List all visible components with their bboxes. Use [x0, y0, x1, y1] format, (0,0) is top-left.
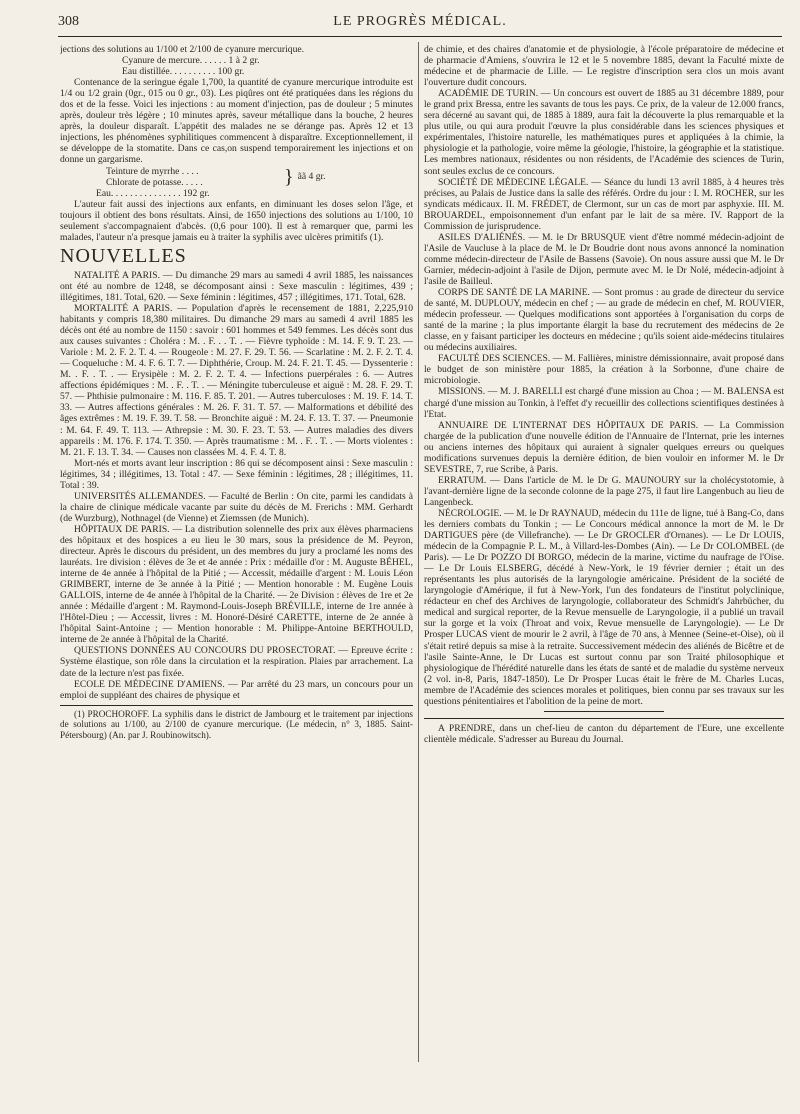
news-item: ASILES D'ALIÉNÉS. — M. le Dr BRUSQUE vient d'être nommé médecin-adjoint de l'Asile de Vaucluse à la place de M. le Dr Boudrie dont nous avons annoncé la nomination comme médecin-directeur de l'Asile de Bassens (Savoie). On nous assure aussi que M. le Dr Garnier, médecin-adjoint à l'asile de Dijon, permute avec M. le Dr Nolé, médecin-adjoint à l'asile de Bailleul. — [424, 231, 784, 287]
separator-rule — [544, 711, 664, 712]
prescription-item: Eau. . . . . . . . . . . . . . . 192 gr. — [96, 187, 210, 199]
column-divider — [418, 42, 419, 1062]
ad-text: A PRENDRE, dans un chef-lieu de canton du département de l'Eure, une excellente clientèle médicale. S'adresser au Bureau du Journal. — [424, 722, 784, 745]
news-item: FACULTÉ DES SCIENCES. — M. Fallières, ministre démissionnaire, avait proposé dans le budget de son ministère pour 1885, la création à la Sorbonne, d'une chaire de microbiologie. — [424, 353, 784, 387]
news-item: SOCIÉTÉ DE MÉDECINE LÉGALE. — Séance du lundi 13 avril 1885, à 4 heures très précises, au Palais de Justice dans la salle des référés. Ordre du jour : I. M. ROCHER, sur les syndicats médicaux. II. M. FRÉDET, de Clermont, sur un cas de mort par asphyxie. III. M. BROUARDEL, empoisonnement d'un enfant par le lait de sa mère. IV. Rapport de la Commission de jurisprudence. — [424, 176, 784, 232]
brace: } — [284, 165, 294, 188]
intro-text: jections des solutions au 1/100 et 2/100 de cyanure mercurique. — [60, 44, 305, 55]
formula-line: Cyanure de mercure. . . . . . 1 à 2 gr. — [122, 55, 260, 67]
news-item: MISSIONS. — M. J. BARELLI est chargé d'une mission au Choa ; — M. BALENSA est chargé d'une mission au Tonkin, à l'effet d'y recueillir des collections scientifiques destinées à l'Etat. — [424, 386, 784, 420]
news-item: ANNUAIRE DE L'INTERNAT DES HÔPITAUX DE PARIS. — La Commission chargée de la publication d'une nouvelle édition de l'Annuaire de l'Internat, prie les internes ou anciens internes des hôpitaux qui auraient à signaler quelques erreurs ou quelques modifications survenues depuis la dernière édition, de bien vouloir en informer M. le Dr SEVESTRE, 7, rue Scribe, à Paris. — [424, 419, 784, 475]
news-item: ECOLE DE MÉDECINE D'AMIENS. — Par arrêté du 23 mars, un concours pour un emploi de suppléant des chaires de physique et — [60, 678, 413, 701]
news-item: Mort-nés et morts avant leur inscription : 86 qui se décomposent ainsi : Sexe masculin : légitimes, 34 ; illégitimes, 13. Total : 47. — Sexe féminin : légitimes, 28 ; illégitimes, 11. Total : 39. — [60, 457, 413, 491]
header-rule — [58, 36, 782, 37]
classified-ad — [424, 718, 784, 745]
news-item: QUESTIONS DONNÉES AU CONCOURS DU PROSECTORAT. — Epreuve écrite : Système élastique, son rôle dans la circulation et la respiration. Plaies par arrachement. La date de la lecture n'est pas fixée. — [60, 645, 413, 679]
left-column — [60, 44, 413, 1106]
footnote-rule — [60, 705, 413, 706]
continued-text: de chimie, et des chaires d'anatomie et de physiologie, à l'école préparatoire de médecine et de pharmacie d'Amiens, s'ouvrira le 12 et le 5 novembre 1885, devant la Faculté mixte de médecine et de pharmacie de Lille. — Le registre d'inscription sera clos un mois avant l'ouverture dudit concours. — [424, 44, 784, 89]
prescription-table — [60, 166, 413, 188]
page-number: 308 — [58, 14, 79, 29]
news-item: UNIVERSITÉS ALLEMANDES. — Faculté de Berlin : On cite, parmi les candidats à la chaire de clinique médicale vacante par suite du décès de M. Frerichs : MM. Gerhardt (de Wurzburg), Nothnagel (de Vienne) et Ziemssen (de Munich). — [60, 490, 413, 524]
news-item: MORTALITÉ A PARIS. — Population d'après le recensement de 1881, 2,225,910 habitants y compris 18,380 militaires. Du dimanche 29 mars au samedi 4 avril 1885 les décès ont été au nombre de 1150 : savoir : 601 hommes et 549 femmes. Les décès sont dus aux causes suivantes : Choléra : M. . F. . . T. . — Fièvre typhoïde : M. 14. F. 9. T. 23. — Variole : M. 2. F. 2. T. 4. — Rougeole : M. 27. F. 29. T. 56. — Scarlatine : M. 2. F. 2. T. 4. — Coqueluche : M. 4. F. 6. T. 7. — Diphthérie, Croup. M. 24. F. 21. T. 45. — Dyssenterie : M. . F. . T. . — Erysipèle : M. 2. F. 2. T. 4. — Infections puerpérales : 6. — Autres affections épidémiques : M. . F. . T. . — Méningite tuberculeuse et aiguë : M. 28. F. 29. T. 57. — Phthisie pulmonaire : M. 116. F. 85. T. 201. — Autres tuberculoses : M. 19. F. 14. T. 33. — Autres affections générales : M. 26. F. 31. T. 57. — Malformations et débilité des âges extrêmes : M. 19. F. 39. T. 58. — Bronchite aiguë : M. 24. F. 13. T. 37. — Pneumonie : M. 64. F. 49. T. 113. — Athrepsie : M. 30. F. 23. T. 53. — Autres maladies des divers appareils : M. 176. F. 174. T. 350. — Après traumatisme : M. . F. . T. . — Morts violentes : M. 21. F. 13. T. 34. — Causes non classées M. 4. F. 4. T. 8. — [60, 302, 413, 458]
news-item: ERRATUM. — Dans l'article de M. le Dr G. MAUNOURY sur la cholécystotomie, à l'avant-dernière ligne de la seconde colonne de la page 275, il faut lire Langenbuch au lieu de Langenbeck. — [424, 474, 784, 508]
news-item: ACADÉMIE DE TURIN. — Un concours est ouvert de 1885 au 31 décembre 1889, pour le grand prix Bressa, entre les savants de tous les pays. Ce prix, de la valeur de 12.000 francs, sera décerné au savant qui, de 1885 à 1889, aura fait la découverte la plus remarquable et la plus utile, ou qui aura produit l'œuvre la plus considérable dans les sciences physiques et expérimentales, l'histoire naturelle, les mathématiques pures et appliquées à la chimie, la physiologie et la pathologie, voire même la géologie, l'histoire, la géographie et la statistique. Les membres nationaux, résidentes ou non résidents, de l'Académie des sciences de Turin, sont seules exclus de ce concours. — [424, 88, 784, 177]
paragraph: Contenance de la seringue égale 1,700, la quantité de cyanure mercurique introduite est 1/4 ou 1/2 grain (0gr., 015 ou 0 gr., 03). Les piqûres ont été pratiquées dans les régions du dos et de la fesse. Voici les injections : au moment d'injection, pas de douleur ; 5 minutes après, douleur très légère ; 10 minutes après, saveur métallique dans la bouche, 2 heures après, la douleur disparaît. L'appétit des malades ne se dérange pas. Après 12 et 13 injections, les phénomènes syphilitiques commencent à disparaître. Exceptionnellement, il se développe de la stomatite. Dans ce cas,on suspend temporairement les injections et on donne un gargarisme. — [60, 77, 413, 166]
prescription-item: Chlorate de potasse. . . . . — [106, 176, 203, 188]
news-item: NATALITÉ A PARIS. — Du dimanche 29 mars au samedi 4 avril 1885, les naissances ont été au nombre de 1248, se décomposant ainsi : Sexe masculin : légitimes, 439 ; illégitimes, 181. Total, 620. — Sexe féminin : légitimes, 457 ; illégitimes, 171. Total, 628. — [60, 269, 413, 303]
news-item: NÉCROLOGIE. — M. le Dr RAYNAUD, médecin du 111e de ligne, tué à Bang-Co, dans les derniers combats du Tonkin ; — Le Concours médical annonce la mort de M. le Dr DARTIGUES père (de Villefranche). — Le Dr GROCLER d'Ornanes). — Le Dr LOUIS, médecin de la Compagnie P. L. M., à Villard-les-Dombes (Ain). — Le Dr COLOMBEL (de Paris). — Le Dr POZZO DI BORGO, médecin de la marine, victime du naufrage de l'Oise. — Le Dr Louis ELSBERG, décédé à New-York, le 19 février dernier ; était un des représentants les plus autorisés de la laryngologie américaine. Président de la société de laryngologie d'Amérique, il fut à New-York, l'un des fondateurs de l'institut polyclinique, rédacteur en chef des Archives de laryngologie, collaborateur des Schmidt's Jahrbücher, du medical and surgical reporter, de la Revue mensuelle de Laryngologie, il a publié un travail sur la gorge et la voix (Throat and voix, Revue mensuelle de Laryngologie). — Le Dr Prosper LUCAS vient de mourir le 2 avril, à l'âge de 70 ans, à Mennee (Seine-et-Oise), où il s'était retiré depuis sa mise à la retraite. Successivement médecin des aliénés de Bicêtre et de l'asile Sainte-Anne, le Dr Lucas est surtout connu par son Traité philosophique et physiologique de l'hérédité naturelle dans les états de santé et de maladie du système nerveux (2 vol. in-8, Paris, 1847-1850). Le Dr Prosper Lucas était le frère de M. Charles Lucas, membre de l'Académie des sciences morales et politiques, bien connu par ses travaux sur les questions pénitentiaires et l'abolition de la peine de mort. — [424, 507, 784, 707]
prescription-dose: ãã 4 gr. — [297, 171, 326, 183]
section-heading: NOUVELLES — [60, 244, 187, 267]
footnote: (1) PROCHOROFF. La syphilis dans le district de Jambourg et le traitement par injections de solutions au 1/100, au 2/100 de cyanure mercurique. (Le médecin, n° 3, 1885. Saint-Pétersbourg) (An. par J. Roubinowitsch). — [60, 708, 413, 740]
journal-title: LE PROGRÈS MÉDICAL. — [333, 14, 507, 29]
news-item: CORPS DE SANTÉ DE LA MARINE. — Sont promus : au grade de directeur du service de santé, M. DUPLOUY, médecin en chef ; — au grade de médecin en chef, M. ROUVIER, médecin professeur. — Quelques modifications sont apportées à l'organisation du corps de santé de la marine ; la plus importante élargit la base du recrutement des médecins de 2e classe, en y faisant participer les docteurs en médecine ; qu'ils soient aide-médecins titulaires ou médecins auxiliaires. — [424, 287, 784, 354]
prescription-item: Teinture de myrrhe . . . . — [106, 165, 199, 177]
page-header — [58, 14, 782, 38]
formula-line: Eau distillée. . . . . . . . . . 100 gr. — [122, 66, 245, 78]
paragraph: L'auteur fait aussi des injections aux enfants, en diminuant les doses selon l'âge, et toujours il obtient des bons résultats. Ainsi, de 1650 injections des solutions au 1/100, 10 seulement s'accompagnaient d'abcès. (0,6 pour 100). Il est à remarquer que, parmi les malades, l'auteur n'a presque jamais eu à traiter la syphilis avec ulcères primitifs (1). — [60, 198, 413, 243]
right-column — [424, 44, 784, 1106]
news-item: HÔPITAUX DE PARIS. — La distribution solennelle des prix aux élèves pharmaciens des hôpitaux et des hospices a eu lieu le 30 mars, sous la présidence de M. Peyron, directeur. Après le discours du président, un des membres du jury a proclamé les noms des lauréats. 1re division : élèves de 3e et 4e année : Prix : médaille d'or : M. Auguste BÉHEL, interne de 4e année à l'hôpital de la Pitié ; — Accessit, médaille d'argent : M. Louis Léon GRIMBERT, interne de 3e année à la Pitié ; — Mention honorable : M. Eugène Louis GALLOIS, interne de 4e année à l'hôpital de la Charité. — 2e Division : élèves de 1re et 2e année : Médaille d'argent : M. Raymond-Louis-Joseph BRÉVILLE, interne de 1re année à l'Hôtel-Dieu ; — Accessit, livres : M. Honoré-Désiré CARETTE, interne de 2e année à l'hôpital Saint-Antoine ; — Mention honorable : M. Philippe-Antoine BERTHOULD, interne de 2e année à l'hôpital de la Charité. — [60, 523, 413, 646]
